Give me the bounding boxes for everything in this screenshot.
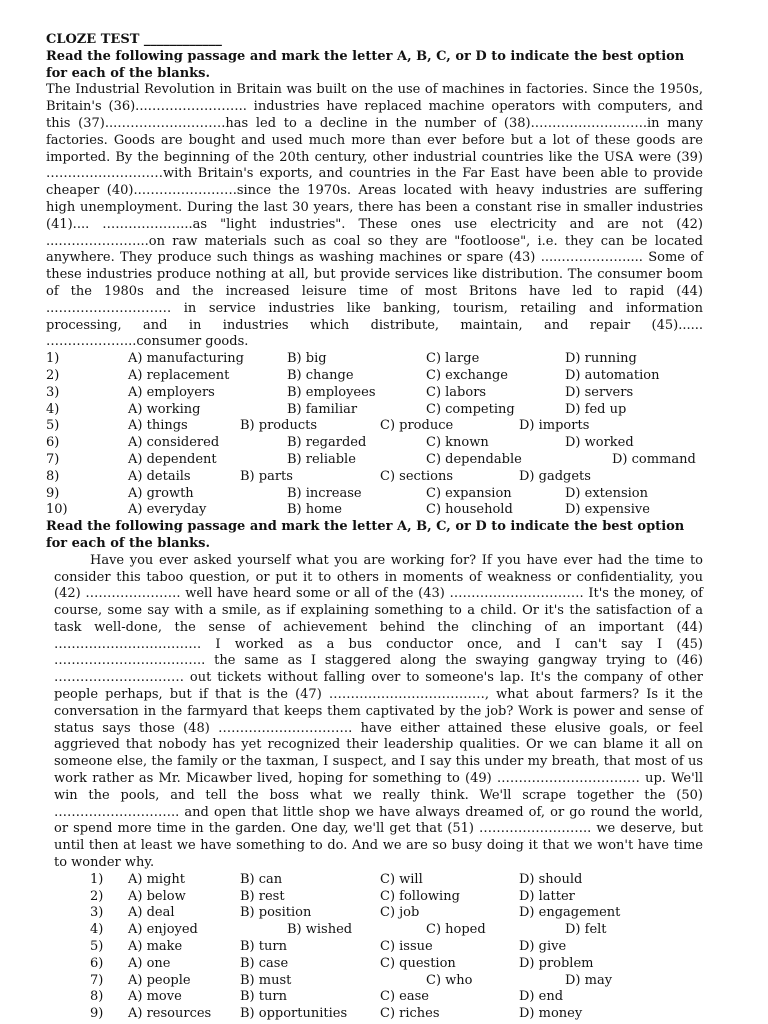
option-d: D) problem: [519, 955, 594, 971]
option-d: D) may: [565, 972, 613, 988]
option-c: C) riches: [380, 1006, 440, 1022]
option-c: C) will: [380, 871, 423, 887]
question-number: 4): [46, 401, 60, 417]
option-c: C) competing: [426, 401, 515, 417]
option-a: A) resources: [128, 1006, 212, 1022]
option-b: B) home: [287, 502, 342, 518]
question-number: 7): [46, 451, 60, 467]
option-b: B) big: [287, 351, 327, 367]
section2-options: [46, 872, 703, 1023]
option-d: D) automation: [565, 367, 660, 383]
option-a: A) details: [128, 468, 191, 484]
option-a: A) manufacturing: [128, 351, 244, 367]
option-b: B) must: [240, 972, 292, 988]
question-number: 6): [46, 435, 60, 451]
question-row: [46, 956, 703, 973]
question-number: 9): [46, 485, 60, 501]
question-row: [46, 402, 703, 419]
question-number: 4): [90, 922, 104, 938]
option-b: B) opportunities: [240, 1006, 348, 1022]
question-number: 1): [46, 351, 60, 367]
section1-instruction: Read the following passage and mark the letter A, B, C, or D to indicate the best option for each of the blanks.: [46, 48, 685, 81]
question-row: [46, 502, 703, 519]
question-number: 9): [90, 1006, 104, 1022]
option-a: A) things: [128, 418, 188, 434]
option-a: A) people: [128, 972, 191, 988]
option-d: D) extension: [565, 485, 648, 501]
question-row: [46, 872, 703, 889]
option-c: C) exchange: [426, 367, 508, 383]
option-c: C) produce: [380, 418, 454, 434]
option-c: C) job: [380, 905, 420, 921]
option-c: C) known: [426, 435, 489, 451]
question-row: [46, 889, 703, 906]
option-c: C) expansion: [426, 485, 512, 501]
section1-passage: The Industrial Revolution in Britain was built on the use of machines in factories. Since the 1950s, Britain's (36)...………………….. industries have replaced machine operators with computers, and this (37)...…………………….has led to a decline in the number of (38).……………………..in many factories. Goods are bought and used much more than ever before but a lot of these goods are imported. By the beginning of the 20th century, other industrial countries like the USA were (39) ………………………with Britain's exports, and countries in the Far East have been able to provide cheaper (40)..………………….since the 1970s. Areas located with heavy industries are suffering high unemployment. During the last 30 years, there has been a constant rise in smaller industries (41).... ………………...as "light industries". These ones use electricity and are not (42) ...………………...on raw materials such as coal so they are "footloose", i.e. they can be located anywhere. They produce such things as washing machines or spare (43) .....…………….... Some of these industries produce nothing at all, but provide services like distribution. The consumer boom of the 1980s and the increased leisure time of most Britons have led to rapid (44) ..……………………… in service industries like banking, tourism, retailing and information processing, and in industries which distribute, maintain, and repair (45)...... ………………...consumer goods.: [46, 82, 703, 350]
option-b: B) employees: [287, 384, 376, 400]
option-a: A) below: [128, 888, 186, 904]
question-row: [46, 469, 703, 486]
option-b: B) case: [240, 955, 289, 971]
option-b: B) rest: [240, 888, 285, 904]
option-d: D) felt: [565, 922, 607, 938]
option-d: D) worked: [565, 435, 634, 451]
option-c: C) following: [380, 888, 460, 904]
option-b: B) can: [240, 871, 283, 887]
option-b: B) products: [240, 418, 317, 434]
document-page: [46, 32, 703, 1023]
option-d: D) end: [519, 989, 564, 1005]
question-row: [46, 973, 703, 990]
question-number: 2): [46, 367, 60, 383]
option-c: C) issue: [380, 939, 433, 955]
section2-passage-wrap: [54, 553, 703, 872]
section1-options: [46, 351, 703, 519]
option-a: A) working: [128, 401, 201, 417]
question-row: [46, 418, 703, 435]
option-c: C) large: [426, 351, 480, 367]
question-number: 7): [90, 972, 104, 988]
option-d: D) latter: [519, 888, 575, 904]
option-a: A) make: [128, 939, 183, 955]
section2-passage: Have you ever asked yourself what you are working for? If you have ever had the time to consider this taboo question, or put it to others in moments of weakness or confidentiality, you (42) …………………. well have heard some or all of the (43) …………………………. It's the money, of course, some say with a smile, as if explaining something to a child. Or it's the satisfaction of a task well-done, the sense of achievement behind the clinching of an important (44) ……………………………. I worked as a bus conductor once, and I can't say I (45) …………………………….. the same as I staggered along the swaying gangway trying to (46) ………………………… out tickets without falling over to someone's lap. It's the company of other people perhaps, but if that is the (47) ………………………………, what about farmers? Is it the conversation in the farmyard that keeps them captivated by the job? Work is power and sense of status says those (48) …………………………. have either attained these elusive goals, or feel aggrieved that nobody has yet recognized their leadership qualities. Or we can blame it all on someone else, the family or the taxman, I suspect, and I say this under my breath, that most of us work rather as Mr. Micawber lived, hoping for something to (49) …………………………… up. We'll win the pools, and tell the boss what we really think. We'll scrape together the (50) ……………………….. and open that little shop we have always dreamed of, or go round the world, or spend more time in the garden. One day, we'll get that (51) …………………….. we deserve, but until then at least we have something to do. And we are so busy doing it that we won't have time to wonder why.: [54, 552, 703, 871]
option-c: C) sections: [380, 468, 454, 484]
option-b: B) reliable: [287, 451, 356, 467]
option-a: A) enjoyed: [128, 922, 198, 938]
option-a: A) might: [128, 871, 185, 887]
question-row: [46, 351, 703, 368]
option-d: D) give: [519, 939, 567, 955]
question-row: [46, 385, 703, 402]
option-b: B) change: [287, 367, 354, 383]
option-c: C) household: [426, 502, 513, 518]
option-b: B) position: [240, 905, 312, 921]
option-c: C) dependable: [426, 451, 522, 467]
option-a: A) replacement: [128, 367, 230, 383]
option-b: B) turn: [240, 939, 287, 955]
option-a: A) considered: [128, 435, 220, 451]
question-row: [46, 922, 703, 939]
option-d: D) running: [565, 351, 637, 367]
question-number: 3): [46, 384, 60, 400]
option-c: C) labors: [426, 384, 487, 400]
option-d: D) money: [519, 1006, 583, 1022]
option-c: C) who: [426, 972, 473, 988]
option-a: A) everyday: [128, 502, 207, 518]
question-number: 8): [46, 468, 60, 484]
option-a: A) move: [128, 989, 182, 1005]
option-d: D) expensive: [565, 502, 650, 518]
option-b: B) wished: [287, 922, 353, 938]
question-number: 1): [90, 871, 104, 887]
question-number: 10): [46, 502, 68, 518]
question-row: [46, 368, 703, 385]
section2-instruction: Read the following passage and mark the letter A, B, C, or D to indicate the best option for each of the blanks.: [46, 519, 685, 551]
question-row: [46, 1006, 703, 1023]
question-row: [46, 905, 703, 922]
question-number: 2): [90, 888, 104, 904]
option-a: A) growth: [128, 485, 194, 501]
option-d: D) command: [612, 451, 696, 467]
option-b: B) turn: [240, 989, 287, 1005]
option-d: D) gadgets: [519, 468, 591, 484]
option-b: B) familiar: [287, 401, 358, 417]
question-row: [46, 435, 703, 452]
page-title: CLOZE TEST ____________: [46, 32, 222, 47]
option-d: D) engagement: [519, 905, 621, 921]
option-b: B) increase: [287, 485, 362, 501]
question-number: 5): [46, 418, 60, 434]
option-d: D) servers: [565, 384, 634, 400]
option-d: D) should: [519, 871, 583, 887]
option-d: D) fed up: [565, 401, 627, 417]
option-b: B) regarded: [287, 435, 367, 451]
option-a: A) dependent: [128, 451, 217, 467]
option-b: B) parts: [240, 468, 293, 484]
question-row: [46, 939, 703, 956]
option-a: A) deal: [128, 905, 175, 921]
question-number: 5): [90, 939, 104, 955]
question-number: 3): [90, 905, 104, 921]
option-c: C) hoped: [426, 922, 486, 938]
option-c: C) ease: [380, 989, 429, 1005]
question-row: [46, 486, 703, 503]
question-number: 6): [90, 955, 104, 971]
question-number: 8): [90, 989, 104, 1005]
question-row: [46, 452, 703, 469]
option-c: C) question: [380, 955, 456, 971]
question-row: [46, 989, 703, 1006]
option-d: D) imports: [519, 418, 590, 434]
option-a: A) one: [128, 955, 171, 971]
option-a: A) employers: [128, 384, 215, 400]
